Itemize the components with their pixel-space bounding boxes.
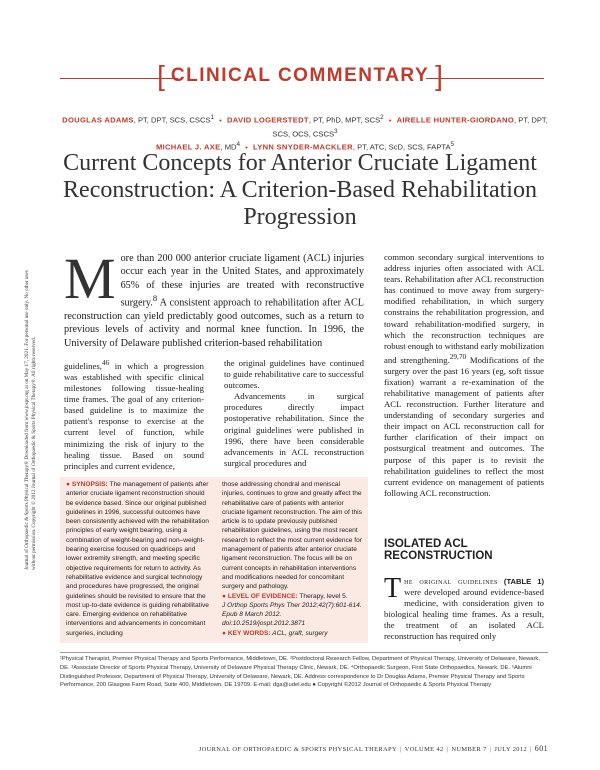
volume: VOLUME 42 bbox=[404, 746, 444, 753]
side-copyright-note: Journal of Orthopaedic & Sports Physical Therapy® Downloaded from www.jospt.org at on May 17, 2021. For personal use only. No other uses without permission. Copyright © 2012 Journal of Orthopaedic & Sports Physical Therapy®. All rights reserved. bbox=[24, 270, 37, 570]
body-column-1: guidelines,$^{46}$ in which a progression was established with specific clinical milestones following tissue-healing time frames. The goal of any criterion-based guideline is to maximize the patient's response to exercise at the current level of function, while minimizing the risk of injury to the healing tissue. Based on sound principles and current evidence, bbox=[64, 359, 204, 471]
author-credentials: , PT, ATC, ScD, SCS, FAPTA bbox=[352, 142, 451, 152]
level-of-evidence-label: LEVEL OF EVIDENCE: bbox=[227, 592, 298, 600]
author-affil: 1 bbox=[210, 114, 215, 121]
author-affil: 3 bbox=[334, 127, 338, 135]
lead-paragraph: More than 200 000 anterior cruciate ligament (ACL) injuries occur each year in the United States, and approximately 65% of these injuries are treated with reconstructive surgery.$^8$ A consistent approach to rehabilitation after ACL reconstruction can yield predictably good outcomes, such as a return to previous levels of activity and normal knee function. In 1996, the University of Delaware published criterion-based rehabilitation bbox=[64, 246, 364, 349]
synopsis-column-1: ● SYNOPSIS: The management of patients after anterior cruciate ligament reconstruction should be evidence based. Since our original published guidelines in 1996, successful outcomes have been consistently achieved with the rehabilitation principles of early weight bearing, using a combination of weight-bearing and non–weight-bearing exercise focused on quadriceps and lower extremity strength, and meeting specific objective requirements for return to activity. As rehabilitative evidence and surgical technology and procedures have progressed, the original guidelines should be revisited to ensure that the most up-to-date evidence is guiding rehabilitative care. Emerging evidence on rehabilitative interventions and advancements in concomitant surgeries, including bbox=[66, 481, 209, 637]
issue-number: NUMBER 7 bbox=[451, 746, 487, 753]
reference: 8 bbox=[152, 293, 158, 304]
article-title: Current Concepts for Anterior Cruciate Ligament Reconstruction: A Criterion-Based Rehabilitation Progression bbox=[63, 150, 537, 230]
author-affil: 5 bbox=[450, 141, 455, 149]
synopsis-label: SYNOPSIS: bbox=[71, 481, 108, 488]
section-header bbox=[0, 60, 600, 92]
author-credentials: , PT, DPT, SCS, OCS, CSCS bbox=[272, 115, 548, 139]
author-name: LYNN SNYDER-MACKLER bbox=[252, 142, 353, 152]
author-list bbox=[60, 112, 550, 153]
author-name: DAVID LOGERSTEDT bbox=[226, 115, 309, 125]
citation: J Orthop Sports Phys Ther 2012;42(7):601-614. Epub 8 March 2012. doi:10.2519/jospt.2012.3871 bbox=[222, 601, 362, 628]
affiliations-footnote: ¹Physical Therapist, Premier Physical Therapy and Sports Performance, Middletown, DE. ²Postdoctoral Research Fellow, Department of Physical Therapy, University of Delaware, Newark, DE. ³Associate Director of Sports Physical Therapy, University of Delaware Physical Therapy Clinic, Newark, DE. ⁴Orthopaedic Surgeon, First State Orthopaedics, Newark, DE. ⁵Alumni Distinguished Professor, Department of Physical Therapy, University of Delaware, Newark, DE. Address correspondence to Dr Douglas Adams, Premier Physical Therapy and Sports Performance, 200 Glasgow Farm Road, Suite 400, Middletown, DE 19709. E-mail: dga@udel.edu ● Copyright ©2012 Journal of Orthopaedic & Sports Physical Therapy bbox=[60, 656, 540, 689]
bullet-icon: ● bbox=[222, 629, 226, 637]
section-heading: ISOLATED ACL RECONSTRUCTION bbox=[384, 538, 493, 562]
drop-cap: M bbox=[64, 246, 116, 311]
author-credentials: , PT, PhD, MPT, SCS bbox=[308, 115, 381, 125]
author-affil: 2 bbox=[380, 114, 384, 121]
bullet-icon: ● bbox=[66, 481, 70, 488]
reference: 29,70 bbox=[449, 352, 467, 361]
synopsis-column-2: those addressing chondral and meniscal injuries, continues to grow and greatly affect the rehabilitative care of patients with anterior cruciate ligament reconstruction. The aim of this article is to update previously published rehabilitation guidelines, using the most recent research to reflect the most current evidence for management of patients after anterior cruciate ligament reconstruction. The focus will be on current concepts in rehabilitation interventions and modifications needed for concomitant surgery and pathology. ● LEVEL OF EVIDENCE: Therapy, level 5. J Orthop Sports Phys Ther 2012;42(7):601-614. Epub 8 March 2012. doi:10.2519/jospt.2012.3871 ● KEY WORDS: ACL, graft, surgery bbox=[222, 481, 362, 637]
bullet-icon: ● bbox=[222, 592, 226, 600]
reference: 46 bbox=[101, 359, 110, 367]
section-label: CLINICAL COMMENTARY bbox=[170, 65, 430, 86]
body-column-2: the original guidelines have continued to guide rehabilitative care to successful outcomes. Advancements in surgical procedures directly impact postoperative rehabilitation. Since the original guidelines were published in 1996, there have been considerable advancements in ACL reconstruction surgical procedures and bbox=[224, 358, 364, 468]
section-paragraph: The original guidelines (TABLE 1) were developed around evidence-based medicine, with consideration given to biological healing time frames. As a result, the treatment of an isolated ACL reconstruction has required only bbox=[384, 573, 544, 642]
separator-dot: • bbox=[245, 142, 248, 152]
author-credentials: , PT, DPT, SCS, CSCS bbox=[133, 115, 211, 125]
separator-dot: • bbox=[388, 115, 392, 125]
issue-date: JULY 2012 bbox=[494, 746, 528, 753]
bracket-open: [ bbox=[157, 60, 165, 91]
separator-dot: • bbox=[219, 115, 222, 125]
author-name: AIRELLE HUNTER-GIORDANO bbox=[396, 115, 515, 125]
drop-cap: T bbox=[384, 573, 402, 604]
author-credentials: , MD bbox=[220, 142, 237, 152]
author-affil: 4 bbox=[236, 141, 241, 149]
body-column-3: common secondary surgical interventions to address injuries often associated with ACL tears. Rehabilitation after ACL reconstruction has continued to move away from surgery-modified rehabilitation, in which surgery constrains the rehabilitation progression, and toward rehabilitation-modified surgery, in which the reconstruction techniques are robust enough to withstand early mobilization and strengthening.$^{29,70}$ Modifications of the surgery over the past 16 years (eg, soft tissue fixation) warrant a re-examination of the rehabilitative management of patients after ACL reconstruction. Further literature and understanding of secondary surgeries and their impact on ACL reconstruction call for further clarification of their impact on postsurgical treatment and outcomes. The purpose of this paper is to revisit the rehabilitation guidelines to reflect the most current evidence on management of patients following ACL reconstruction. bbox=[384, 252, 544, 498]
footnote-rule bbox=[60, 652, 548, 653]
table-reference: (TABLE 1) bbox=[503, 577, 544, 586]
keywords-label: KEY WORDS: bbox=[227, 629, 271, 637]
page-number: 601 bbox=[534, 744, 548, 753]
running-footer: JOURNAL OF ORTHOPAEDIC & SPORTS PHYSICAL THERAPY | VOLUME 42 | NUMBER 7 | JULY 2012 | 601 bbox=[198, 744, 548, 753]
author-name: MICHAEL J. AXE bbox=[155, 142, 221, 152]
journal-name: JOURNAL OF ORTHOPAEDIC & SPORTS PHYSICAL THERAPY bbox=[198, 746, 398, 753]
author-name: DOUGLAS ADAMS bbox=[62, 115, 134, 125]
bracket-close: ] bbox=[435, 60, 443, 91]
